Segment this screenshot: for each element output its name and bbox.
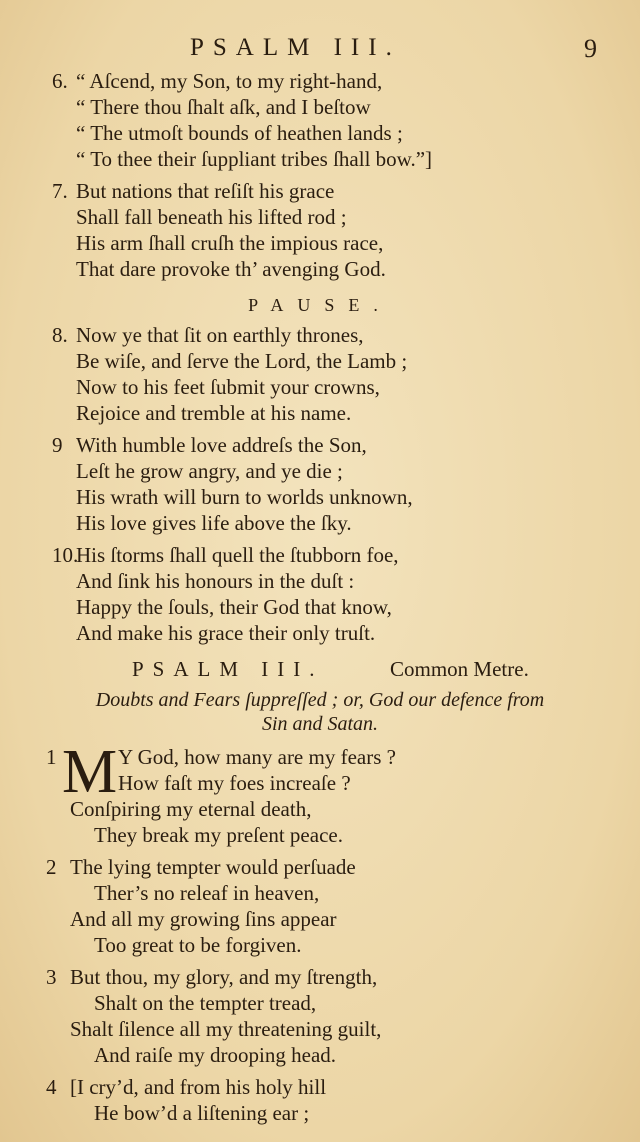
verse-line: How faſt my foes increaſe ?: [118, 771, 351, 795]
stanza-number: 10.: [52, 543, 79, 567]
stanza-number: 7.: [52, 179, 68, 203]
common-metre-verses: [0, 738, 640, 1126]
verse-line: His love gives life above the ſky.: [76, 511, 352, 535]
verse-line: Shalt ſilence all my threatening guilt,: [70, 1017, 382, 1041]
section-title: [0, 652, 640, 686]
verse-line: The lying tempter would perſuade: [70, 855, 356, 879]
running-title: PSALM III.: [190, 34, 401, 61]
cm-stanza-1: [0, 738, 640, 848]
verse-line: His wrath will burn to worlds unknown,: [76, 485, 413, 509]
verse-line: Leſt he grow angry, and ye die ;: [76, 459, 343, 483]
verse-line: And ſink his honours in the duſt :: [76, 569, 355, 593]
subtitle-line: Doubts and Fears ſuppreſſed ; or, God our defence from: [95, 689, 545, 711]
verse-line: And all my growing ſins appear: [70, 907, 337, 931]
verse-line: “ There thou ſhalt aſk, and I beſtow: [76, 95, 371, 119]
stanza-number: 4: [46, 1075, 57, 1099]
verse-line: Happy the ſouls, their God that know,: [76, 595, 392, 619]
psalm-title: PSALM III.: [132, 657, 324, 681]
verse-line: But thou, my glory, and my ſtrength,: [70, 965, 378, 989]
stanza-number: 2: [46, 855, 57, 879]
stanza-number: 9: [52, 433, 63, 457]
verse-line: Now ye that ſit on earthly thrones,: [76, 323, 364, 347]
verse-line: Conſpiring my eternal death,: [70, 797, 312, 821]
page-number: 9: [584, 34, 597, 63]
subtitle-line: Sin and Satan.: [261, 713, 379, 735]
stanza-6: [0, 68, 640, 172]
stanza-8: [0, 322, 640, 426]
verse-line: Ther’s no releaf in heaven,: [94, 881, 320, 905]
drop-cap: M: [62, 738, 118, 806]
stanza-10: [0, 542, 640, 646]
stanza-number: 1: [46, 745, 57, 769]
verse-line: That dare provoke th’ avenging God.: [76, 257, 386, 281]
verse-line: They break my preſent peace.: [94, 823, 343, 847]
page-content: [0, 68, 640, 1132]
verse-line: “ To thee their ſuppliant tribes ſhall bow.”]: [76, 147, 433, 171]
verse-line: With humble love addreſs the Son,: [76, 433, 367, 457]
pause-heading: PAUSE.: [248, 295, 392, 315]
stanza-number: 8.: [52, 323, 68, 347]
stanza-number: 6.: [52, 69, 68, 93]
cm-stanza-3: [0, 964, 640, 1068]
verse-line: Y God, how many are my fears ?: [118, 745, 396, 769]
stanza-number: 3: [46, 965, 57, 989]
stanza-7: [0, 178, 640, 282]
verse-line: Shall fall beneath his lifted rod ;: [76, 205, 347, 229]
verse-line: And make his grace their only truſt.: [76, 621, 376, 645]
verse-line: [I cry’d, and from his holy hill: [70, 1075, 327, 1099]
metre-label: Common Metre.: [390, 657, 529, 681]
cm-stanza-4: [0, 1074, 640, 1126]
verse-line: He bow’d a liſtening ear ;: [94, 1101, 310, 1125]
verse-line: “ The utmoſt bounds of heathen lands ;: [76, 121, 403, 145]
verse-line: Now to his feet ſubmit your crowns,: [76, 375, 380, 399]
verse-line: His ſtorms ſhall quell the ſtubborn foe,: [76, 543, 399, 567]
verse-line: Too great to be forgiven.: [94, 933, 302, 957]
verse-line: Shalt on the tempter tread,: [94, 991, 317, 1015]
stanza-9: [0, 432, 640, 536]
verse-line: And raiſe my drooping head.: [94, 1043, 337, 1067]
verse-line: “ Aſcend, my Son, to my right-hand,: [76, 69, 383, 93]
cm-stanza-2: [0, 854, 640, 958]
verse-line: His arm ſhall cruſh the impious race,: [76, 231, 384, 255]
verse-line: But nations that reſiſt his grace: [76, 179, 335, 203]
section-subtitle: [0, 688, 640, 736]
verse-line: Rejoice and tremble at his name.: [76, 401, 352, 425]
page-header: [0, 30, 640, 64]
verse-line: Be wiſe, and ſerve the Lord, the Lamb ;: [76, 349, 408, 373]
